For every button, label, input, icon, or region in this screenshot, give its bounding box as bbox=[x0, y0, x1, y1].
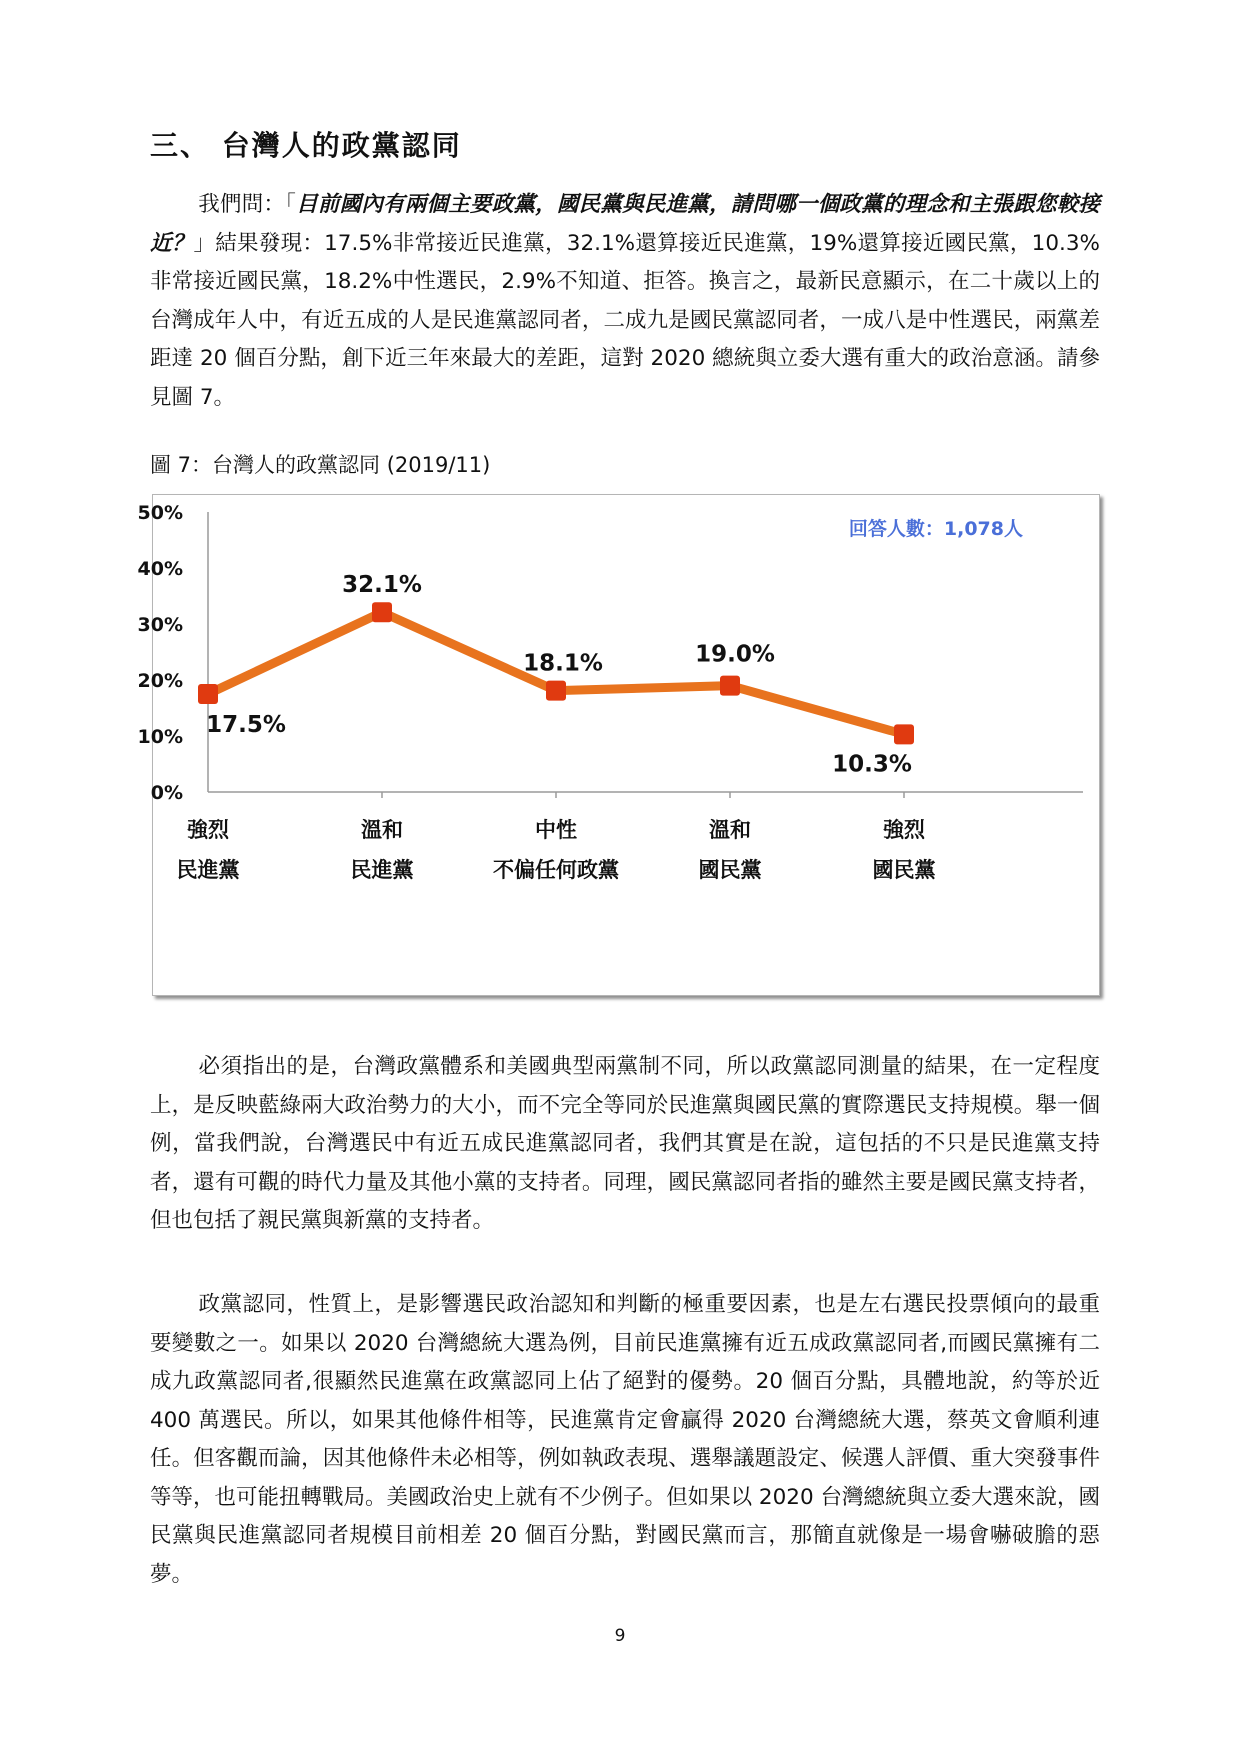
respondent-count-label: 回答人數：1,078人 bbox=[848, 518, 1023, 540]
x-category-label: 國民黨 bbox=[872, 858, 936, 882]
survey-question: 目前國內有兩個主要政黨，國民黨與民進黨，請問哪一個政黨的理念和主張跟您較接近？ bbox=[150, 192, 1100, 256]
y-tick-label: 40% bbox=[137, 558, 183, 580]
x-category-label: 溫和 bbox=[709, 818, 751, 842]
y-tick-label: 30% bbox=[137, 614, 183, 636]
data-label: 17.5% bbox=[206, 712, 286, 738]
data-label: 19.0% bbox=[695, 641, 775, 668]
y-tick-label: 10% bbox=[137, 726, 183, 748]
paragraph-election-implications-text: 政黨認同，性質上，是影響選民政治認知和判斷的極重要因素，也是左右選民投票傾向的最重要變數之一。如果以 2020 台灣總統大選為例，目前民進黨擁有近五成政黨認同者,而國民黨擁有二成九政黨認同者,很顯然民進黨在政黨認同上佔了絕對的優勢。20 個百分點，具體地說，約等於近 400 萬選民。所以，如果其他條件相等，民進黨肯定會贏得 2020 台灣總統大選，蔡英文會順利連任。但客觀而論，因其他條件未必相等，例如執政表現、選舉議題設定、候選人評價、重大突發事件等等，也可能扭轉戰局。美國政治史上就有不少例子。但如果以 2020 台灣總統與立委大選來說，國民黨與民進黨認同者規模目前相差 20 個百分點，對國民黨而言，那簡直就像是一場會嚇破膽的惡夢。 bbox=[150, 1292, 1100, 1587]
page-number: 9 bbox=[614, 1626, 626, 1646]
x-category-label: 溫和 bbox=[361, 818, 403, 842]
x-category-label: 民進黨 bbox=[176, 858, 240, 882]
question-lead: 我們問：「 bbox=[198, 192, 297, 217]
paragraph-survey-question bbox=[150, 186, 1100, 417]
x-category-label: 強烈 bbox=[187, 818, 229, 842]
paragraph-party-system bbox=[150, 1048, 1100, 1241]
y-tick-label: 20% bbox=[137, 670, 183, 692]
data-label: 18.1% bbox=[523, 650, 603, 677]
x-category-label: 中性 bbox=[535, 818, 577, 842]
data-label: 32.1% bbox=[342, 572, 422, 599]
x-category-label: 強烈 bbox=[883, 818, 925, 842]
data-point-marker bbox=[720, 676, 740, 696]
data-point-marker bbox=[894, 724, 914, 744]
y-tick-label: 50% bbox=[137, 502, 183, 524]
paragraph-election-implications bbox=[150, 1286, 1100, 1594]
y-tick-label: 0% bbox=[150, 782, 183, 804]
chart-canvas bbox=[137, 495, 1099, 995]
paragraph-party-system-text: 必須指出的是，台灣政黨體系和美國典型兩黨制不同，所以政黨認同測量的結果，在一定程度上，是反映藍綠兩大政治勢力的大小，而不完全等同於民進黨與國民黨的實際選民支持規模。舉一個例，當我們說，台灣選民中有近五成民進黨認同者，我們其實是在說，這包括的不只是民進黨支持者，還有可觀的時代力量及其他小黨的支持者。同理，國民黨認同者指的雖然主要是國民黨支持者，但也包括了親民黨與新黨的支持者。 bbox=[150, 1054, 1100, 1233]
survey-results-text: 」結果發現：17.5%非常接近民進黨，32.1%還算接近民進黨，19%還算接近國民黨，10.3%非常接近國民黨，18.2%中性選民，2.9%不知道、拒答。換言之，最新民意顯示，在二十歲以上的台灣成年人中，有近五成的人是民進黨認同者，二成九是國民黨認同者，一成八是中性選民，兩黨差距達 20 個百分點，創下近三年來最大的差距，這對 2020 總統與立委大選有重大的政治意涵。請參見圖 7。 bbox=[150, 230, 1100, 410]
x-category-label: 國民黨 bbox=[698, 858, 762, 882]
party-identification-chart bbox=[137, 494, 1100, 996]
x-category-label: 民進黨 bbox=[350, 858, 414, 882]
data-point-marker bbox=[372, 602, 392, 622]
data-point-marker bbox=[198, 684, 218, 704]
data-point-marker bbox=[546, 681, 566, 701]
figure-caption: 圖 7：台灣人的政黨認同 (2019/11) bbox=[150, 453, 491, 477]
x-category-label: 不偏任何政黨 bbox=[493, 858, 619, 882]
section-heading: 三、 台灣人的政黨認同 bbox=[150, 129, 462, 162]
data-label: 10.3% bbox=[832, 751, 912, 778]
